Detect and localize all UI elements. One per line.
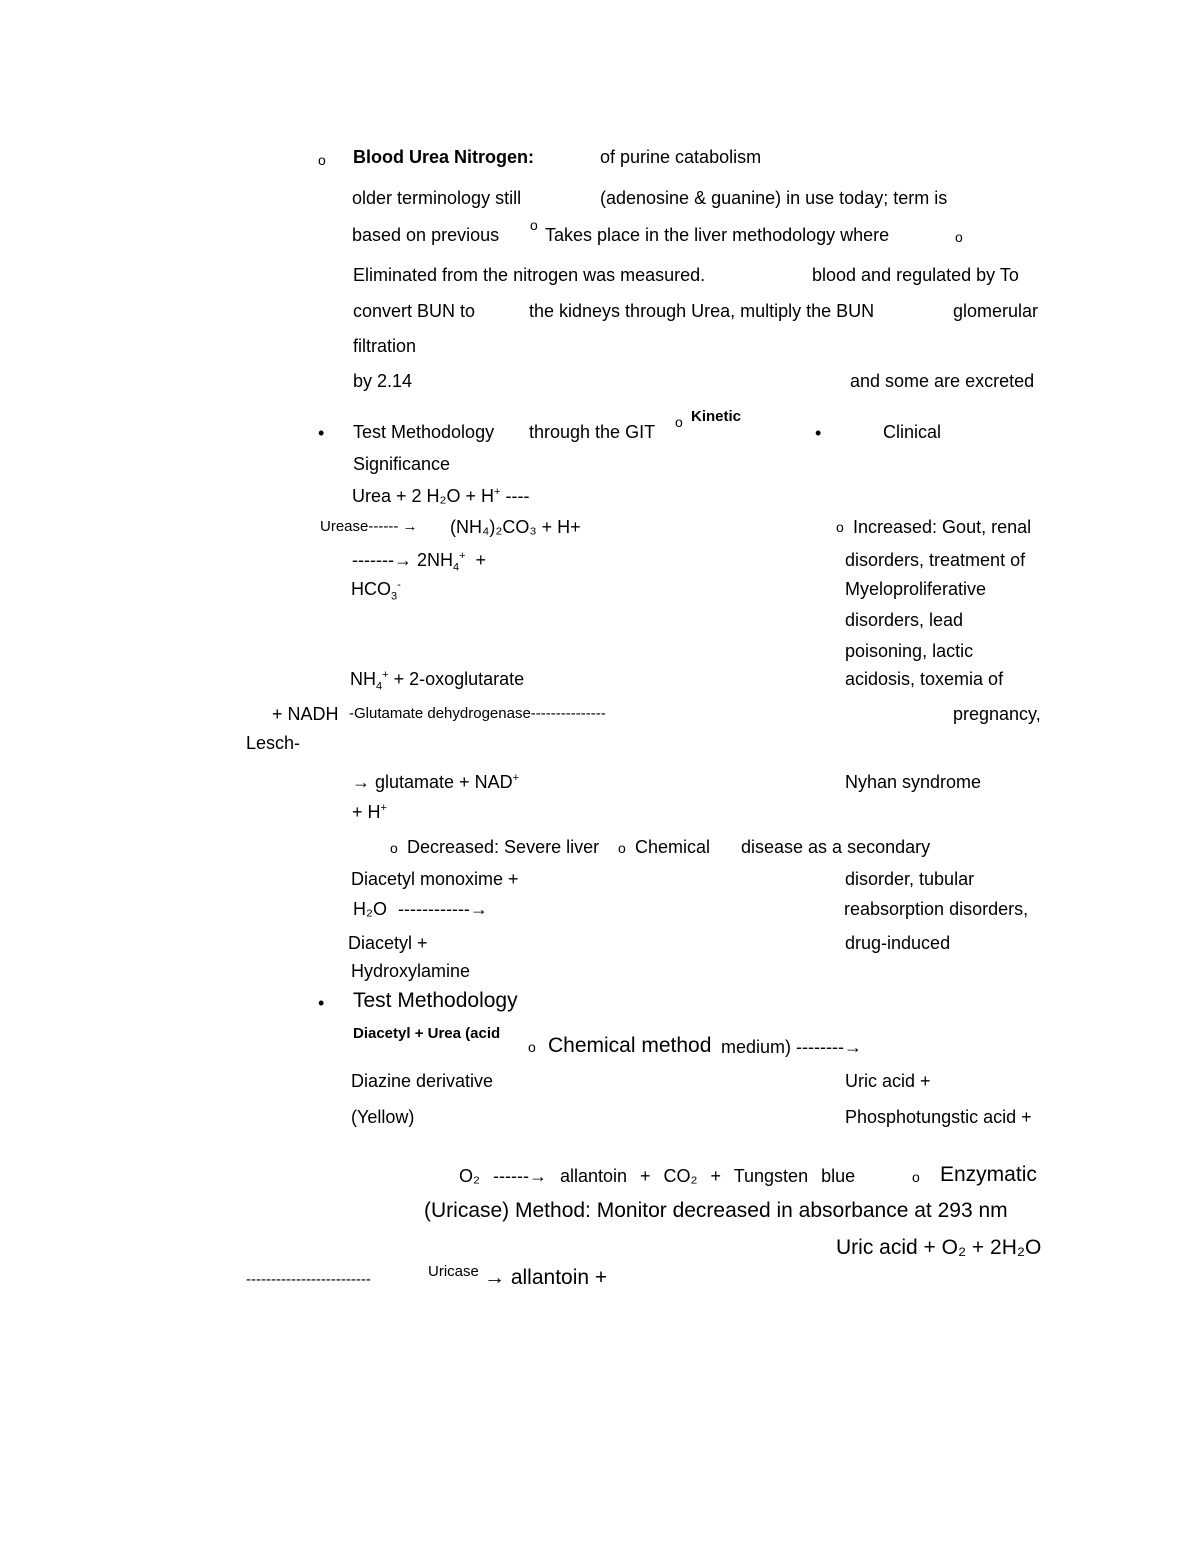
equation-text: H₂O (353, 899, 387, 919)
equation-text: Diacetyl + (348, 933, 428, 953)
bun-text: older terminology still (352, 188, 522, 208)
test-methodology-label: Test Methodology (353, 422, 495, 442)
equation-text: Uric acid + (845, 1071, 931, 1091)
chemical-method-label: Chemical method (548, 1034, 712, 1057)
circle-bullet: o (390, 840, 398, 856)
urease-label: Urease------ → (320, 518, 418, 535)
equation-text: → allantoin + (484, 1266, 608, 1289)
bun-text: filtration (353, 336, 417, 356)
equation-text: -------→ $2NH_4^+$ + (352, 550, 487, 574)
equation-text: $HCO_3^-$ (351, 579, 401, 603)
equation-text: $NH_4^+$ + 2-oxoglutarate (350, 669, 525, 693)
clinical-text: Increased: Gout, renal (853, 517, 1032, 537)
bun-text: the kidneys through Urea, multiply the BUN (529, 301, 875, 321)
clinical-label: Clinical (883, 422, 942, 442)
circle-bullet: o (955, 229, 963, 245)
enzymatic-label: Enzymatic (940, 1163, 1037, 1186)
equation-text: Uric acid + O₂ + 2H₂O (836, 1236, 1042, 1259)
gdh-label: -Glutamate dehydrogenase--------------- (349, 705, 606, 722)
bun-text: blood and regulated by To (812, 265, 1019, 285)
equation-text: Diazine derivative (351, 1071, 494, 1091)
equation-text: medium) --------→ (721, 1037, 862, 1057)
bun-text: and some are excreted (850, 371, 1035, 391)
equation-text: Phosphotungstic acid + (845, 1107, 1032, 1127)
clinical-text: Decreased: Severe liver (407, 837, 600, 857)
equation-text: Urea + 2 H₂O + H+ ---- (352, 486, 530, 506)
equation-text: + H+ (352, 802, 387, 822)
circle-bullet: o (530, 217, 538, 233)
equation-text: ------------→ (398, 899, 488, 919)
bun-heading: Blood Urea Nitrogen: (353, 147, 535, 167)
bun-text: convert BUN to (353, 301, 476, 321)
equation-text: Diacetyl monoxime + (351, 869, 519, 889)
bun-text: based on previous (352, 225, 500, 245)
clinical-text: disease as a secondary (741, 837, 931, 857)
clinical-text: reabsorption disorders, (844, 899, 1029, 919)
clinical-text: disorders, treatment of (845, 550, 1026, 570)
clinical-text: disorder, tubular (845, 869, 975, 889)
bun-text: of purine catabolism (600, 147, 762, 167)
test-methodology-label: Test Methodology (353, 989, 518, 1012)
kinetic-label: Kinetic (691, 408, 742, 425)
significance-label: Significance (353, 454, 451, 474)
uricase-method-line: (Uricase) Method: Monitor decreased in absorbance at 293 nm (424, 1199, 1008, 1222)
equation-text: (NH₄)₂CO₃ + H+ (450, 517, 581, 537)
bullet-dot: • (815, 423, 822, 443)
method-text: Chemical (635, 837, 711, 857)
uricase-label: Uricase (428, 1263, 479, 1280)
equation-text: Diacetyl + Urea (acid (353, 1025, 501, 1042)
equation-text: Hydroxylamine (351, 961, 471, 981)
clinical-text: pregnancy, (953, 704, 1041, 724)
equation-dashes: ------------------------- (246, 1271, 371, 1288)
equation-text: + NADH (272, 704, 339, 724)
clinical-text: disorders, lead (845, 610, 964, 630)
bun-text: Eliminated from the nitrogen was measured. (353, 265, 706, 285)
circle-bullet: o (836, 519, 844, 535)
equation-text: O₂ ------→ allantoin + CO₂ + Tungsten blue (459, 1166, 856, 1186)
circle-bullet: o (675, 414, 683, 430)
bun-text: Takes place in the liver methodology where (545, 225, 890, 245)
clinical-text: Myeloproliferative (845, 579, 987, 599)
method-text: through the GIT (529, 422, 656, 442)
clinical-text: Nyhan syndrome (845, 772, 982, 792)
clinical-text: Lesch- (246, 733, 301, 753)
circle-bullet: o (318, 152, 326, 168)
circle-bullet: o (618, 840, 626, 856)
bun-text: (adenosine & guanine) in use today; term is (600, 188, 948, 208)
circle-bullet: o (528, 1039, 536, 1055)
equation-text: (Yellow) (351, 1107, 415, 1127)
bun-text: glomerular (953, 301, 1039, 321)
bun-text: by 2.14 (353, 371, 413, 391)
circle-bullet: o (912, 1169, 920, 1185)
clinical-text: acidosis, toxemia of (845, 669, 1004, 689)
clinical-text: drug-induced (845, 933, 951, 953)
bullet-dot: • (318, 423, 325, 443)
equation-text: → glutamate + NAD+ (352, 772, 520, 792)
clinical-text: poisoning, lactic (845, 641, 974, 661)
bullet-dot: • (318, 993, 325, 1013)
